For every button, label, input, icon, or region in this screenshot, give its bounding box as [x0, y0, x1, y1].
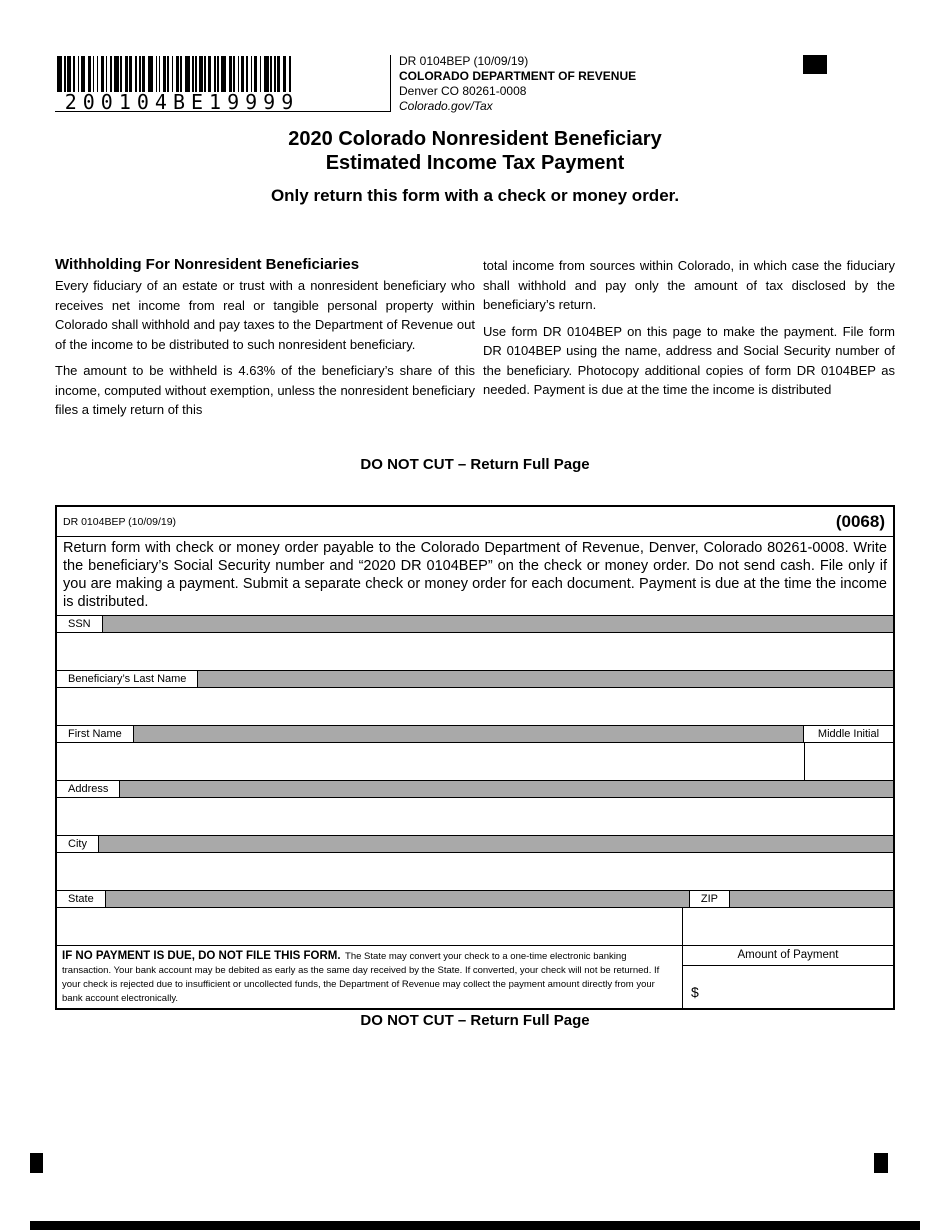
- withholding-paragraph-4: Use form DR 0104BEP on this page to make the payment. File form DR 0104BEP using the name, address and Social Security number of the beneficiary. Photocopy additional copies of form DR 0104BEP as needed. Payment is due at the time the income is distributed: [483, 323, 895, 397]
- barcode: [57, 56, 307, 92]
- ssn-label: SSN: [57, 616, 103, 632]
- last-name-label-fill: [198, 671, 893, 687]
- ssn-label-row: [57, 615, 893, 633]
- city-label-fill: [99, 836, 893, 852]
- form-subtitle: Only return this form with a check or money order.: [270, 186, 680, 205]
- first-name-input-row: [57, 743, 893, 780]
- department-name: COLORADO DEPARTMENT OF REVENUE: [399, 69, 637, 83]
- barcode-underline: [55, 111, 391, 112]
- withholding-paragraph-3: total income from sources within Colorado, in which case the fiduciary shall withhold and pay only the amount of tax disclosed by the beneficiary’s return.: [483, 258, 895, 312]
- city-label: City: [57, 836, 99, 852]
- no-payment-notice: [57, 946, 683, 1008]
- department-address: Denver CO 80261-0008: [399, 84, 527, 98]
- amount-of-payment-column: [683, 946, 893, 1008]
- do-not-cut-bottom: DO NOT CUT – Return Full Page: [360, 1012, 590, 1029]
- registration-mark-bottom-left: [30, 1153, 43, 1173]
- zip-label-fill: [730, 891, 893, 907]
- voucher-instructions: Return form with check or money order payable to the Colorado Department of Revenue, Denver, Colorado 80261-0008. Write the beneficiary’s Social Security number and “2020 DR 0104BEP” on the check or money order. Do not send cash. File only if you are making a payment. Submit a separate check or money order for each document. Payment is due at the time the income is distributed.: [63, 540, 887, 610]
- no-payment-notice-bold: IF NO PAYMENT IS DUE, DO NOT FILE THIS FORM.: [62, 950, 341, 962]
- instructions-right-column: [483, 256, 895, 420]
- bottom-scan-bar: [30, 1221, 920, 1230]
- voucher-header: [57, 507, 893, 537]
- dollar-sign: $: [691, 984, 699, 1000]
- city-label-row: [57, 835, 893, 853]
- ssn-input[interactable]: [57, 633, 893, 670]
- zip-label: ZIP: [689, 891, 730, 907]
- first-name-input[interactable]: [57, 743, 805, 780]
- no-payment-notice-text: The State may convert your check to a one-time electronic banking transaction. Your bank account may be debited as early as the same day received by the State. If converted, your check will not be returned. If your check is rejected due to insufficient or uncollected funds, the Department of Revenue may collect the payment amount directly from your bank account electronically.: [62, 951, 660, 1004]
- address-label-fill: [120, 781, 893, 797]
- first-name-label-fill: [134, 726, 803, 742]
- voucher-form-code: DR 0104BEP (10/09/19): [63, 515, 177, 528]
- barcode-number: 200104BE19999: [64, 90, 300, 114]
- amount-of-payment-label: Amount of Payment: [683, 946, 893, 966]
- title-block: [0, 127, 950, 206]
- payment-voucher: [55, 505, 895, 1010]
- amount-input[interactable]: [683, 966, 893, 1008]
- last-name-label: Beneficiary’s Last Name: [57, 671, 198, 687]
- middle-initial-label: Middle Initial: [803, 726, 893, 742]
- revenue-department-block: [399, 54, 636, 114]
- state-label-fill: [106, 891, 689, 907]
- form-title-line2: Estimated Income Tax Payment: [325, 152, 625, 174]
- header-divider-line: [390, 55, 391, 112]
- zip-input[interactable]: [683, 908, 893, 945]
- registration-mark-bottom-right: [874, 1153, 888, 1173]
- department-website: Colorado.gov/Tax: [399, 99, 493, 113]
- city-input[interactable]: [57, 853, 893, 890]
- do-not-cut-top: DO NOT CUT – Return Full Page: [360, 456, 590, 473]
- state-zip-label-row: [57, 890, 893, 908]
- address-input[interactable]: [57, 798, 893, 835]
- instructions-section: [55, 256, 895, 420]
- first-name-label-row: [57, 725, 893, 743]
- address-label: Address: [57, 781, 120, 797]
- last-name-input[interactable]: [57, 688, 893, 725]
- first-name-label: First Name: [57, 726, 134, 742]
- voucher-bottom-row: [57, 945, 893, 1008]
- state-input[interactable]: [57, 908, 683, 945]
- state-label: State: [57, 891, 106, 907]
- withholding-heading: Withholding For Nonresident Beneficiaries: [55, 256, 360, 273]
- voucher-office-code: (0068): [835, 511, 885, 531]
- instructions-left-column: [55, 256, 475, 420]
- ssn-label-fill: [103, 616, 893, 632]
- state-zip-input-row: [57, 908, 893, 945]
- header-form-code: DR 0104BEP (10/09/19): [399, 54, 529, 68]
- form-title-line1: 2020 Colorado Nonresident Beneficiary: [288, 128, 662, 150]
- address-label-row: [57, 780, 893, 798]
- withholding-paragraph-1: Every fiduciary of an estate or trust with a nonresident beneficiary who receives net income from real or tangible personal property within Colorado shall withhold and pay taxes to the Department of Revenue out of the income to be distributed to such nonresident beneficiary.: [55, 278, 475, 352]
- middle-initial-input[interactable]: [805, 743, 893, 780]
- last-name-label-row: [57, 670, 893, 688]
- withholding-paragraph-2: The amount to be withheld is 4.63% of the beneficiary’s share of this income, computed without exemption, unless the nonresident beneficiary files a timely return of this: [55, 363, 475, 417]
- registration-mark-top-right: [803, 55, 827, 74]
